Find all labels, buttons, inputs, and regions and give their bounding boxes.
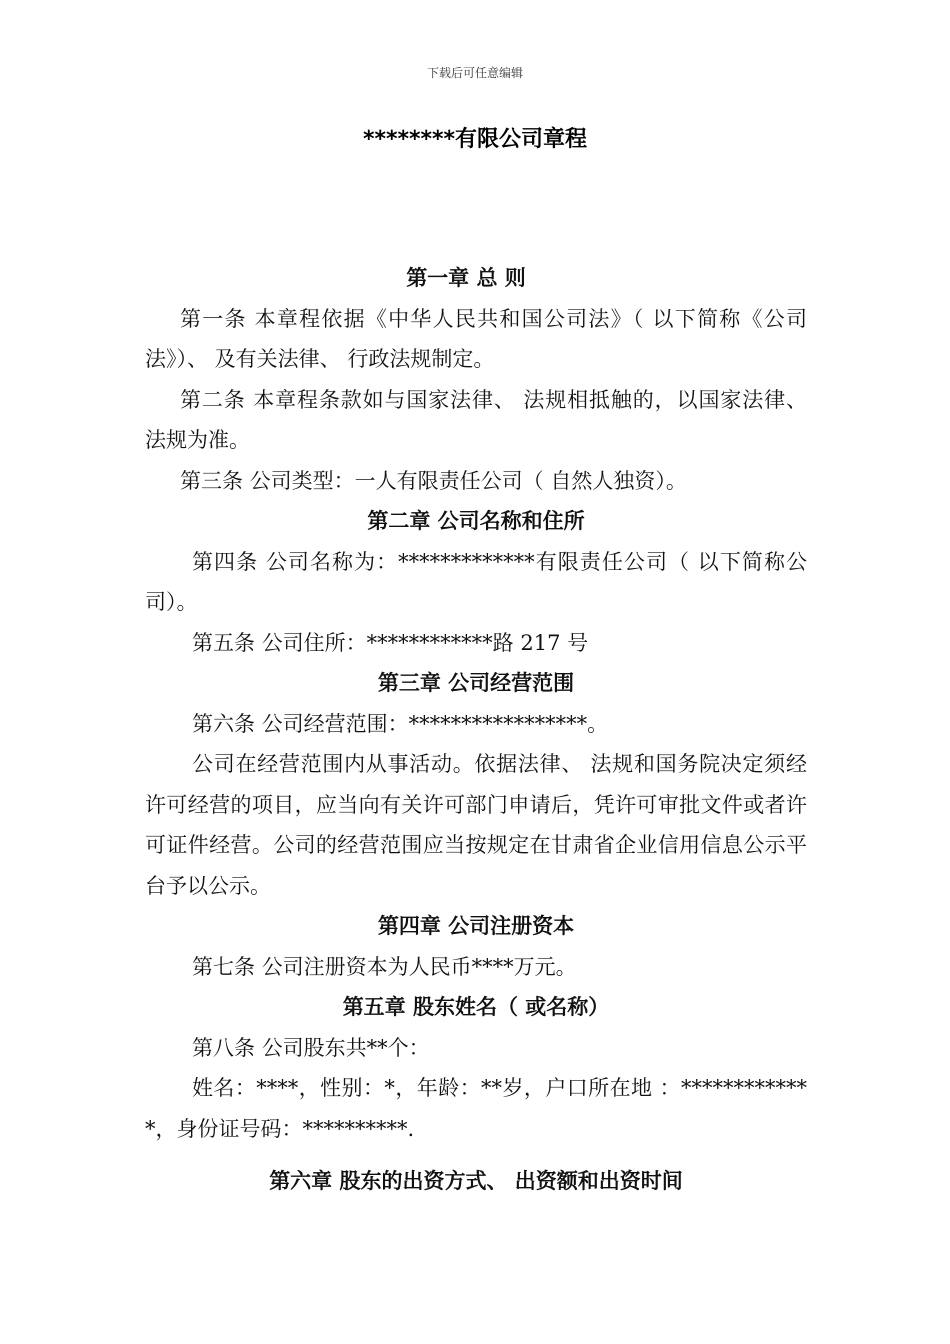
chapter-4-heading: 第四章 公司注册资本 [377,914,575,938]
spacer [145,1149,807,1161]
chapter-6-heading: 第六章 股东的出资方式、 出资额和出资时间 [269,1169,683,1193]
chapter-3-heading: 第三章 公司经营范围 [377,671,575,695]
header-note: 下载后可任意编辑 [426,66,523,80]
article-1: 第一条 本章程依据《中华人民共和国公司法》（ 以下简称《公司法》）、 及有关法律、 行政法规制定。 [145,306,807,371]
article-6: 第六条 公司经营范围：*****************。 [192,711,609,736]
chapter-1-heading: 第一章 总 则 [406,266,526,290]
article-2: 第二条 本章程条款如与国家法律、 法规相抵触的，以国家法律、 法规为准。 [145,387,807,452]
article-8: 第八条 公司股东共**个： [192,1035,430,1060]
article-7: 第七条 公司注册资本为人民币****万元。 [192,954,577,979]
document-body [145,258,807,1202]
shareholder-info: 姓名：****，性别：*，年龄：**岁，户口所在地 ：*************，身份证号码：**********. [145,1076,807,1141]
article-4: 第四条 公司名称为：*************有限责任公司（ 以下简称公司）。 [145,549,807,614]
chapter-2-heading: 第二章 公司名称和住所 [367,509,585,533]
document-title: ********有限公司章程 [362,127,588,152]
business-scope-paragraph: 公司在经营范围内从事活动。依据法律、 法规和国务院决定须经许可经营的项目，应当向有关许可部门申请后，凭许可审批文件或者许可证件经营。公司的经营范围应当按规定在甘肃省企业信用信息公示平台予以公示。 [145,752,807,898]
chapter-5-heading: 第五章 股东姓名（ 或名称） [342,995,610,1019]
article-3: 第三条 公司类型：一人有限责任公司（ 自然人独资）。 [180,468,687,493]
article-5: 第五条 公司住所：************路 217 号 [192,630,589,655]
